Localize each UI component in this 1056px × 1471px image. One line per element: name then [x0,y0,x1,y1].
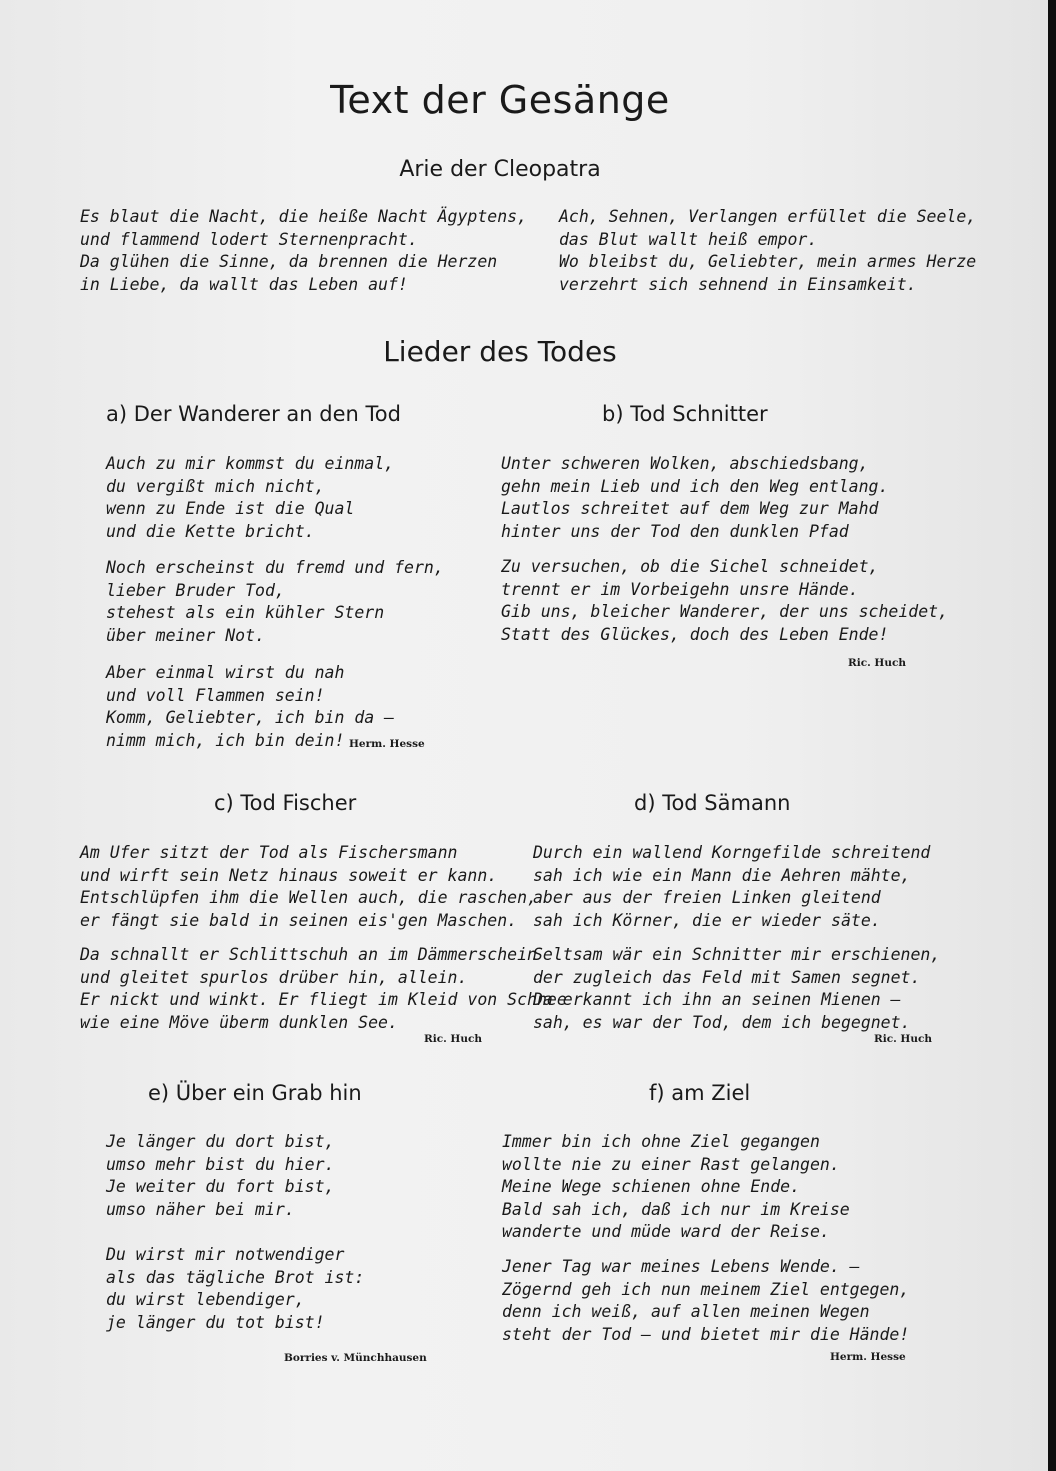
song-e-stanza-1: Je länger du dort bist, umso mehr bist du hier. Je weiter du fort bist, umso näher bei mir. [106,1132,335,1219]
arie-right-text: Ach, Sehnen, Verlangen erfüllet die Seele, das Blut wallt heiß empor. Wo bleibst du, Geliebter, mein armes Herze verzehrt sich sehnend in Einsamkeit. [559,207,977,294]
song-b-stanza-1: Unter schweren Wolken, abschiedsbang, gehn mein Lieb und ich den Weg entlang. Lautlos schreitet auf dem Weg zur Mahd hinter uns der Tod den dunklen Pfad [501,454,889,541]
song-a-stanza-2: Noch erscheinst du fremd und fern, lieber Bruder Tod, stehest als ein kühler Stern über meiner Not. [106,558,444,645]
song-f-stanza-1: Immer bin ich ohne Ziel gegangen wollte nie zu einer Rast gelangen. Meine Wege schienen ohne Ende. Bald sah ich, daß ich nur im Kreise wanderte und müde ward der Reise. [502,1132,850,1241]
page-title: Text der Gesänge [330,78,670,122]
song-a-author: Herm. Hesse [349,738,425,750]
song-a-stanza-1: Auch zu mir kommst du einmal, du vergißt mich nicht, wenn zu Ende ist die Qual und die Kette bricht. [106,454,395,541]
song-f-author: Herm. Hesse [830,1351,906,1363]
song-d-title: d) Tod Sämann [634,791,791,815]
song-b-title: b) Tod Schnitter [602,402,768,426]
song-f-title: f) am Ziel [649,1081,751,1105]
song-e-stanza-2: Du wirst mir notwendiger als das tägliche Brot ist: du wirst lebendiger, je länger du tot bist! [106,1245,365,1332]
arie-title: Arie der Cleopatra [399,157,601,182]
song-a-stanza-3: Aber einmal wirst du nah und voll Flammen sein! Komm, Geliebter, ich bin da — nimm mich, ich bin dein! [106,663,395,750]
song-e-author: Borries v. Münchhausen [284,1352,427,1364]
song-f-stanza-2: Jener Tag war meines Lebens Wende. — Zögernd geh ich nun meinem Ziel entgegen, denn ich weiß, auf allen meinen Wegen steht der Tod — und bietet mir die Hände! [502,1257,910,1344]
song-c-title: c) Tod Fischer [214,791,357,815]
song-c-stanza-2: Da schnallt er Schlittschuh an im Dämmerschein und gleitet spurlos drüber hin, allein. Er nickt und winkt. Er fliegt im Kleid von Schnee wie eine Möve überm dunklen See. [80,945,567,1032]
song-b-stanza-2: Zu versuchen, ob die Sichel schneidet, trennt er im Vorbeigehn unsre Hände. Gib uns, bleicher Wanderer, der uns scheidet, Statt des Glückes, doch des Leben Ende! [501,557,949,644]
song-c-author: Ric. Huch [424,1033,483,1045]
arie-left-text: Es blaut die Nacht, die heiße Nacht Ägyptens, und flammend lodert Sternenpracht. Da glühen die Sinne, da brennen die Herzen in Liebe, da wallt das Leben auf! [80,207,528,294]
lieder-title: Lieder des Todes [383,335,617,368]
song-c-stanza-1: Am Ufer sitzt der Tod als Fischersmann und wirft sein Netz hinaus soweit er kann. Entschlüpfen ihm die Wellen auch, die raschen, er fängt sie bald in seinen eis'gen Maschen. [80,843,537,930]
song-e-title: e) Über ein Grab hin [148,1081,362,1105]
song-d-stanza-2: Seltsam wär ein Schnitter mir erschienen, der zugleich das Feld mit Samen segnet. Da erkannt ich ihn an seinen Mienen — sah, es war der Tod, dem ich begegnet. [533,945,941,1032]
song-b-author: Ric. Huch [848,657,907,669]
song-a-title: a) Der Wanderer an den Tod [106,402,401,426]
song-d-stanza-1: Durch ein wallend Korngefilde schreitend sah ich wie ein Mann die Aehren mähte, aber aus der freien Linken gleitend sah ich Körner, die er wieder säte. [533,843,931,930]
song-d-author: Ric. Huch [874,1033,933,1045]
